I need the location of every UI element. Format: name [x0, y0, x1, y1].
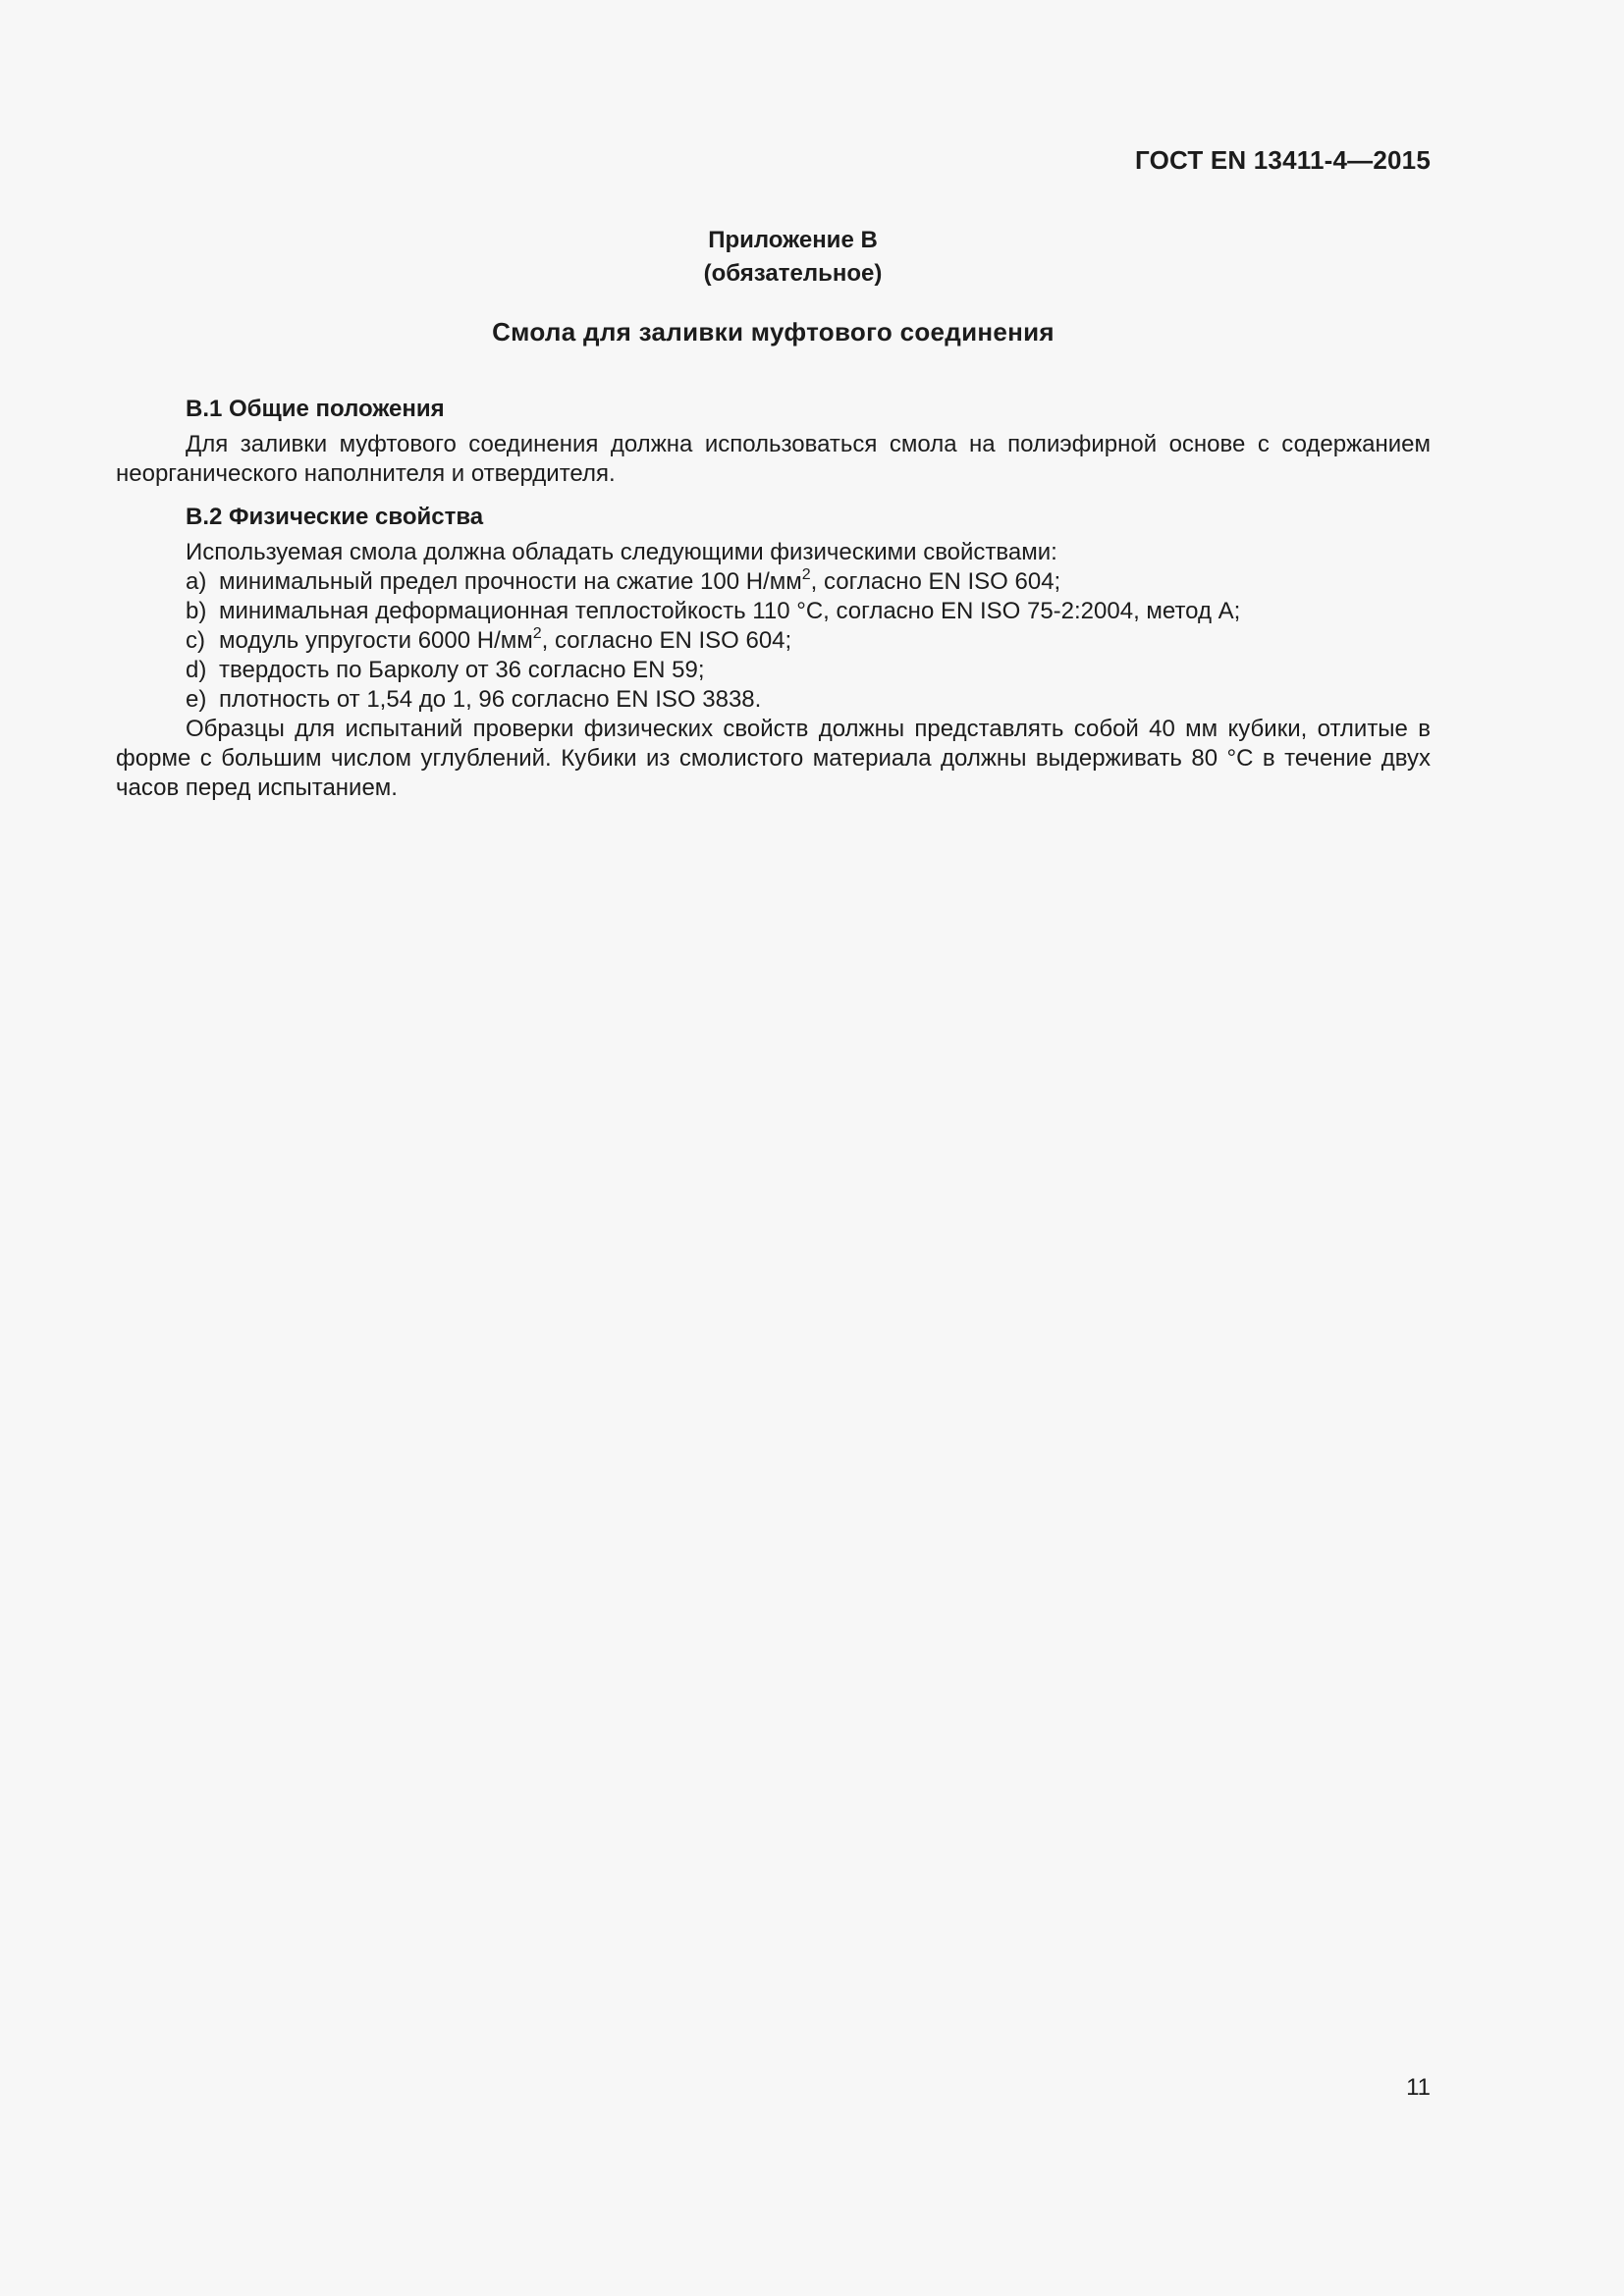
appendix-label: Приложение В: [708, 227, 878, 253]
list-text: минимальная деформационная теплостойкость 110 °С, согласно EN ISO 75-2:2004, метод А;: [219, 598, 1241, 624]
document-page: [116, 0, 1431, 2296]
list-item: [116, 685, 1431, 715]
appendix-heading: [116, 224, 1431, 291]
page-number: 11: [1406, 2074, 1431, 2101]
list-marker: a): [186, 568, 207, 595]
superscript: 2: [532, 625, 542, 642]
list-text: плотность от 1,54 до 1, 96 согласно EN ISO 3838.: [219, 686, 762, 713]
list-text: минимальный предел прочности на сжатие 100 Н/мм: [219, 568, 802, 595]
specimens-paragraph: Образцы для испытаний проверки физических свойств должны представлять собой 40 мм кубики, отлитые в форме с большим числом углублений. Кубики из смолистого материала должны выдерживать 80 °С в течение двух часов перед испытанием.: [116, 716, 1431, 801]
section-heading-general: В.1 Общие положения: [186, 396, 445, 422]
section-heading-physical: В.2 Физические свойства: [186, 504, 484, 530]
document-code-header: ГОСТ EN 13411-4—2015: [1134, 145, 1431, 175]
list-text: , согласно EN ISO 604;: [810, 568, 1061, 595]
list-item: [116, 597, 1431, 626]
document-body: [116, 395, 1431, 803]
list-marker: c): [186, 627, 205, 654]
general-provisions-paragraph: Для заливки муфтового соединения должна использоваться смола на полиэфирной основе с содержанием неорганического наполнителя и отвердителя.: [116, 431, 1431, 487]
list-item: [116, 656, 1431, 685]
appendix-status: (обязательное): [703, 260, 883, 287]
list-text: модуль упругости 6000 Н/мм: [219, 627, 533, 654]
list-text: твердость по Барколу от 36 согласно EN 59;: [219, 657, 705, 683]
physical-intro-paragraph: Используемая смола должна обладать следующими физическими свойствами:: [186, 539, 1057, 565]
list-text: , согласно EN ISO 604;: [541, 627, 792, 654]
appendix-title: Смола для заливки муфтового соединения: [492, 317, 1055, 347]
superscript: 2: [801, 566, 811, 583]
list-item: [116, 626, 1431, 656]
list-marker: d): [186, 657, 207, 683]
list-marker: e): [186, 686, 207, 713]
list-item: [116, 567, 1431, 597]
list-marker: b): [186, 598, 207, 624]
